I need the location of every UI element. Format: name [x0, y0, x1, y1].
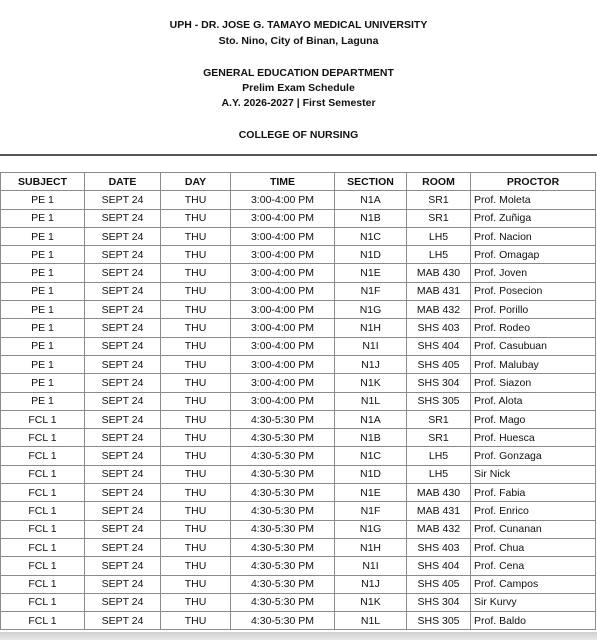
time-cell: 3:00-4:00 PM: [231, 392, 335, 410]
college-name: COLLEGE OF NURSING: [238, 129, 359, 141]
subject-cell: FCL 1: [1, 429, 85, 447]
table-row: [1, 301, 596, 319]
room-cell: SHS 304: [407, 374, 471, 392]
proctor-cell: Prof. Huesca: [471, 429, 596, 447]
date-cell: SEPT 24: [85, 246, 161, 264]
day-cell: THU: [161, 593, 231, 611]
schedule-section: [0, 154, 597, 630]
column-header-subject: SUBJECT: [1, 173, 85, 191]
proctor-cell: Prof. Omagap: [471, 246, 596, 264]
date-cell: SEPT 24: [85, 301, 161, 319]
time-cell: 4:30-5:30 PM: [231, 447, 335, 465]
proctor-cell: Prof. Moleta: [471, 191, 596, 209]
table-body: [1, 191, 596, 630]
day-cell: THU: [161, 429, 231, 447]
table-row: [1, 593, 596, 611]
subject-cell: FCL 1: [1, 557, 85, 575]
time-cell: 4:30-5:30 PM: [231, 465, 335, 483]
column-header-date: DATE: [85, 173, 161, 191]
room-cell: SR1: [407, 191, 471, 209]
exam-schedule-table: [0, 172, 596, 630]
room-cell: SR1: [407, 209, 471, 227]
academic-year: A.Y. 2026-2027 | First Semester: [221, 97, 376, 109]
date-cell: SEPT 24: [85, 392, 161, 410]
column-header-proctor: PROCTOR: [471, 173, 596, 191]
room-cell: LH5: [407, 447, 471, 465]
section-cell: N1I: [335, 557, 407, 575]
time-cell: 3:00-4:00 PM: [231, 191, 335, 209]
section-cell: N1L: [335, 392, 407, 410]
subject-cell: FCL 1: [1, 502, 85, 520]
university-name: UPH - DR. JOSE G. TAMAYO MEDICAL UNIVERSITY: [169, 19, 428, 31]
table-row: [1, 484, 596, 502]
time-cell: 3:00-4:00 PM: [231, 374, 335, 392]
date-cell: SEPT 24: [85, 465, 161, 483]
time-cell: 4:30-5:30 PM: [231, 538, 335, 556]
bottom-edge: [0, 632, 597, 640]
department-name: GENERAL EDUCATION DEPARTMENT: [203, 67, 394, 79]
subject-cell: PE 1: [1, 246, 85, 264]
date-cell: SEPT 24: [85, 374, 161, 392]
table-row: [1, 410, 596, 428]
section-cell: N1E: [335, 484, 407, 502]
proctor-cell: Prof. Cunanan: [471, 520, 596, 538]
time-cell: 4:30-5:30 PM: [231, 429, 335, 447]
time-cell: 4:30-5:30 PM: [231, 520, 335, 538]
table-row: [1, 502, 596, 520]
day-cell: THU: [161, 612, 231, 630]
day-cell: THU: [161, 227, 231, 245]
room-cell: SHS 404: [407, 337, 471, 355]
date-cell: SEPT 24: [85, 355, 161, 373]
time-cell: 3:00-4:00 PM: [231, 246, 335, 264]
day-cell: THU: [161, 191, 231, 209]
table-row: [1, 374, 596, 392]
room-cell: LH5: [407, 465, 471, 483]
room-cell: MAB 432: [407, 301, 471, 319]
date-cell: SEPT 24: [85, 612, 161, 630]
time-cell: 4:30-5:30 PM: [231, 575, 335, 593]
day-cell: THU: [161, 520, 231, 538]
room-cell: MAB 430: [407, 264, 471, 282]
time-cell: 3:00-4:00 PM: [231, 264, 335, 282]
day-cell: THU: [161, 557, 231, 575]
table-row: [1, 557, 596, 575]
table-row: [1, 575, 596, 593]
room-cell: MAB 431: [407, 502, 471, 520]
day-cell: THU: [161, 465, 231, 483]
date-cell: SEPT 24: [85, 282, 161, 300]
time-cell: 4:30-5:30 PM: [231, 612, 335, 630]
room-cell: SHS 305: [407, 392, 471, 410]
day-cell: THU: [161, 319, 231, 337]
date-cell: SEPT 24: [85, 264, 161, 282]
time-cell: 3:00-4:00 PM: [231, 319, 335, 337]
table-row: [1, 447, 596, 465]
section-cell: N1I: [335, 337, 407, 355]
time-cell: 4:30-5:30 PM: [231, 557, 335, 575]
day-cell: THU: [161, 301, 231, 319]
day-cell: THU: [161, 538, 231, 556]
section-cell: N1D: [335, 246, 407, 264]
proctor-cell: Prof. Fabia: [471, 484, 596, 502]
day-cell: THU: [161, 410, 231, 428]
subject-cell: PE 1: [1, 355, 85, 373]
table-row: [1, 355, 596, 373]
subject-cell: FCL 1: [1, 575, 85, 593]
room-cell: MAB 431: [407, 282, 471, 300]
day-cell: THU: [161, 484, 231, 502]
section-cell: N1K: [335, 374, 407, 392]
proctor-cell: Prof. Joven: [471, 264, 596, 282]
proctor-cell: Prof. Casubuan: [471, 337, 596, 355]
section-cell: N1D: [335, 465, 407, 483]
room-cell: SHS 405: [407, 355, 471, 373]
document-header: [0, 0, 597, 156]
subject-cell: FCL 1: [1, 520, 85, 538]
subject-cell: FCL 1: [1, 410, 85, 428]
proctor-cell: Prof. Gonzaga: [471, 447, 596, 465]
subject-cell: PE 1: [1, 319, 85, 337]
column-header-time: TIME: [231, 173, 335, 191]
date-cell: SEPT 24: [85, 209, 161, 227]
subject-cell: PE 1: [1, 392, 85, 410]
table-row: [1, 246, 596, 264]
section-cell: N1J: [335, 575, 407, 593]
room-cell: SR1: [407, 429, 471, 447]
column-header-room: ROOM: [407, 173, 471, 191]
date-cell: SEPT 24: [85, 227, 161, 245]
section-cell: N1A: [335, 410, 407, 428]
day-cell: THU: [161, 355, 231, 373]
section-cell: N1G: [335, 301, 407, 319]
subject-cell: PE 1: [1, 374, 85, 392]
table-row: [1, 282, 596, 300]
section-cell: N1A: [335, 191, 407, 209]
section-cell: N1B: [335, 209, 407, 227]
table-header-row: [1, 173, 596, 191]
subject-cell: PE 1: [1, 264, 85, 282]
room-cell: SHS 405: [407, 575, 471, 593]
day-cell: THU: [161, 447, 231, 465]
subject-cell: FCL 1: [1, 538, 85, 556]
section-cell: N1C: [335, 447, 407, 465]
proctor-cell: Prof. Enrico: [471, 502, 596, 520]
day-cell: THU: [161, 392, 231, 410]
room-cell: SHS 305: [407, 612, 471, 630]
column-header-day: DAY: [161, 173, 231, 191]
section-cell: N1H: [335, 538, 407, 556]
date-cell: SEPT 24: [85, 538, 161, 556]
time-cell: 3:00-4:00 PM: [231, 355, 335, 373]
day-cell: THU: [161, 502, 231, 520]
table-row: [1, 520, 596, 538]
proctor-cell: Prof. Cena: [471, 557, 596, 575]
time-cell: 4:30-5:30 PM: [231, 410, 335, 428]
proctor-cell: Prof. Nacion: [471, 227, 596, 245]
table-row: [1, 612, 596, 630]
subject-cell: FCL 1: [1, 612, 85, 630]
proctor-cell: Prof. Alota: [471, 392, 596, 410]
table-row: [1, 392, 596, 410]
proctor-cell: Prof. Baldo: [471, 612, 596, 630]
room-cell: SHS 304: [407, 593, 471, 611]
day-cell: THU: [161, 337, 231, 355]
section-cell: N1G: [335, 520, 407, 538]
proctor-cell: Prof. Posecion: [471, 282, 596, 300]
date-cell: SEPT 24: [85, 447, 161, 465]
date-cell: SEPT 24: [85, 319, 161, 337]
time-cell: 4:30-5:30 PM: [231, 502, 335, 520]
proctor-cell: Prof. Mago: [471, 410, 596, 428]
time-cell: 3:00-4:00 PM: [231, 227, 335, 245]
time-cell: 3:00-4:00 PM: [231, 301, 335, 319]
schedule-title: Prelim Exam Schedule: [242, 82, 355, 94]
date-cell: SEPT 24: [85, 410, 161, 428]
room-cell: MAB 430: [407, 484, 471, 502]
subject-cell: FCL 1: [1, 465, 85, 483]
day-cell: THU: [161, 246, 231, 264]
proctor-cell: Sir Kurvy: [471, 593, 596, 611]
room-cell: SHS 404: [407, 557, 471, 575]
subject-cell: PE 1: [1, 227, 85, 245]
column-header-section: SECTION: [335, 173, 407, 191]
subject-cell: FCL 1: [1, 447, 85, 465]
date-cell: SEPT 24: [85, 484, 161, 502]
table-row: [1, 209, 596, 227]
day-cell: THU: [161, 209, 231, 227]
section-cell: N1J: [335, 355, 407, 373]
room-cell: SHS 403: [407, 319, 471, 337]
section-cell: N1L: [335, 612, 407, 630]
subject-cell: PE 1: [1, 191, 85, 209]
date-cell: SEPT 24: [85, 557, 161, 575]
university-location: Sto. Nino, City of Binan, Laguna: [218, 35, 379, 47]
section-cell: N1E: [335, 264, 407, 282]
time-cell: 3:00-4:00 PM: [231, 337, 335, 355]
date-cell: SEPT 24: [85, 429, 161, 447]
table-row: [1, 465, 596, 483]
proctor-cell: Prof. Rodeo: [471, 319, 596, 337]
room-cell: SR1: [407, 410, 471, 428]
table-row: [1, 337, 596, 355]
section-cell: N1F: [335, 502, 407, 520]
day-cell: THU: [161, 264, 231, 282]
table-row: [1, 264, 596, 282]
date-cell: SEPT 24: [85, 191, 161, 209]
subject-cell: PE 1: [1, 337, 85, 355]
section-cell: N1K: [335, 593, 407, 611]
time-cell: 3:00-4:00 PM: [231, 282, 335, 300]
time-cell: 3:00-4:00 PM: [231, 209, 335, 227]
date-cell: SEPT 24: [85, 593, 161, 611]
time-cell: 4:30-5:30 PM: [231, 484, 335, 502]
room-cell: LH5: [407, 227, 471, 245]
proctor-cell: Prof. Chua: [471, 538, 596, 556]
time-cell: 4:30-5:30 PM: [231, 593, 335, 611]
proctor-cell: Sir Nick: [471, 465, 596, 483]
date-cell: SEPT 24: [85, 575, 161, 593]
proctor-cell: Prof. Porillo: [471, 301, 596, 319]
table-row: [1, 191, 596, 209]
day-cell: THU: [161, 282, 231, 300]
subject-cell: PE 1: [1, 209, 85, 227]
proctor-cell: Prof. Zuñiga: [471, 209, 596, 227]
subject-cell: FCL 1: [1, 484, 85, 502]
room-cell: LH5: [407, 246, 471, 264]
section-cell: N1B: [335, 429, 407, 447]
date-cell: SEPT 24: [85, 502, 161, 520]
subject-cell: FCL 1: [1, 593, 85, 611]
day-cell: THU: [161, 575, 231, 593]
subject-cell: PE 1: [1, 301, 85, 319]
date-cell: SEPT 24: [85, 520, 161, 538]
table-row: [1, 319, 596, 337]
room-cell: MAB 432: [407, 520, 471, 538]
subject-cell: PE 1: [1, 282, 85, 300]
section-cell: N1H: [335, 319, 407, 337]
proctor-cell: Prof. Malubay: [471, 355, 596, 373]
day-cell: THU: [161, 374, 231, 392]
table-row: [1, 227, 596, 245]
room-cell: SHS 403: [407, 538, 471, 556]
date-cell: SEPT 24: [85, 337, 161, 355]
section-cell: N1C: [335, 227, 407, 245]
proctor-cell: Prof. Siazon: [471, 374, 596, 392]
table-row: [1, 538, 596, 556]
section-cell: N1F: [335, 282, 407, 300]
proctor-cell: Prof. Campos: [471, 575, 596, 593]
table-row: [1, 429, 596, 447]
